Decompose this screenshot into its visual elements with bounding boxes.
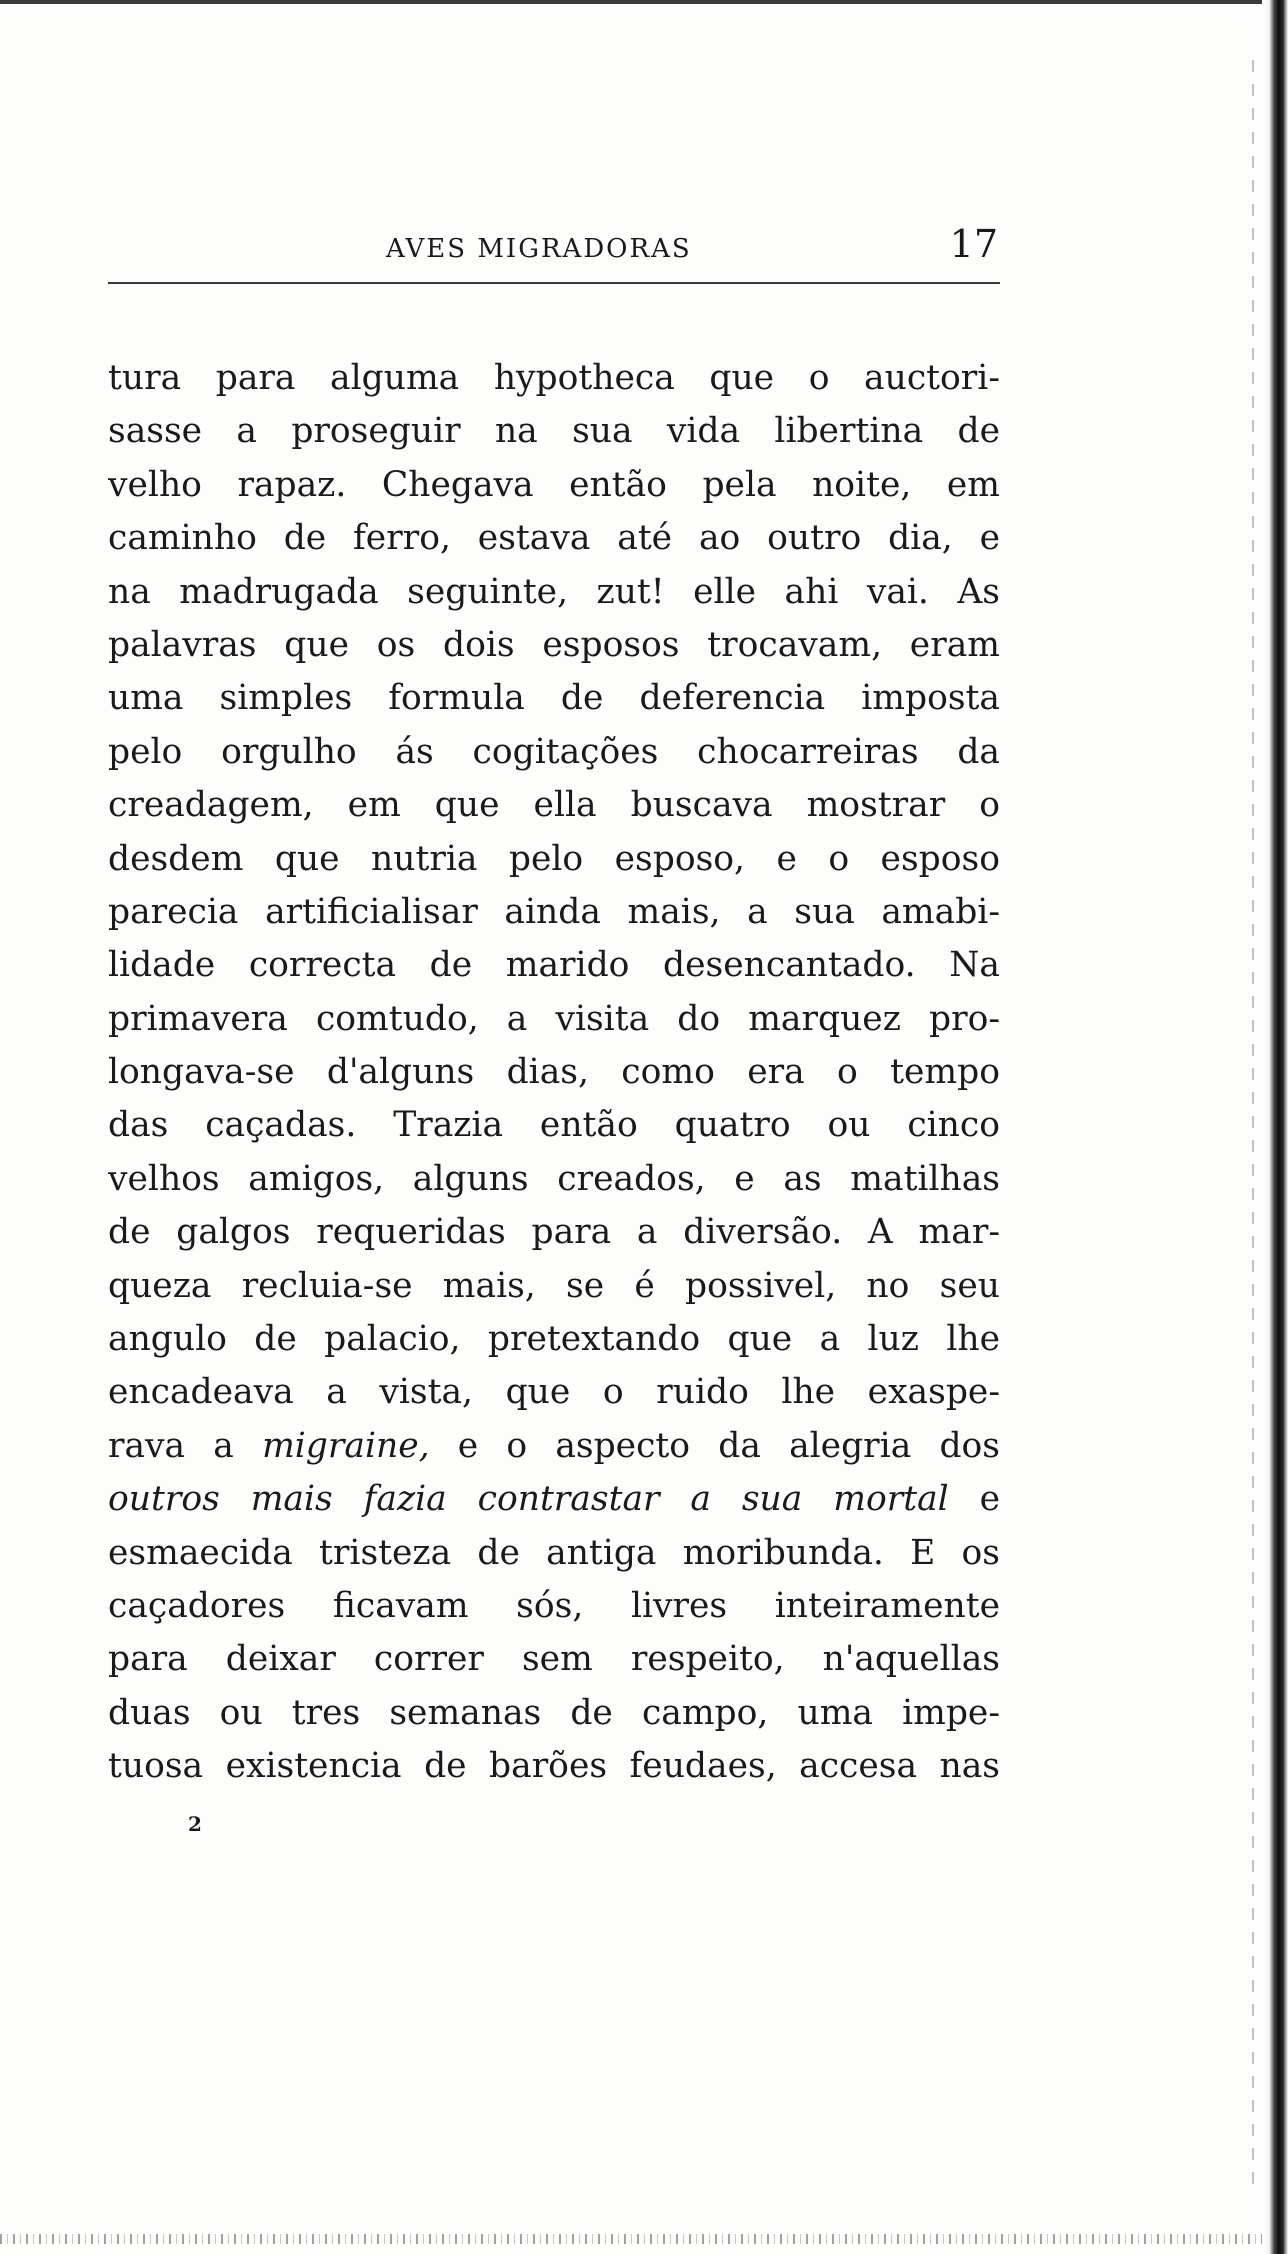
text-line: sasse a proseguir na sua vida libertina de — [108, 411, 1000, 452]
text-line: caminho de ferro, estava até ao outro dia, e — [108, 518, 1000, 559]
text-line: das caçadas. Trazia então quatro ou cinco — [108, 1105, 1000, 1146]
text-line: longava-se d'alguns dias, como era o tempo — [108, 1052, 1000, 1093]
text-line: queza recluia-se mais, se é possivel, no seu — [108, 1265, 1000, 1306]
line-segment: e — [948, 1479, 1000, 1520]
text-line: velho rapaz. Chegava então pela noite, em — [108, 464, 1000, 505]
line-segment: e o aspecto da alegria dos — [429, 1425, 1001, 1466]
page-binding-edge — [1262, 0, 1288, 2254]
italic-segment: migraine, — [262, 1425, 430, 1466]
page-number: 17 — [949, 222, 998, 266]
text-line: angulo de palacio, pretextando que a luz lhe — [108, 1319, 1000, 1360]
text-line: palavras que os dois esposos trocavam, eram — [108, 624, 1000, 665]
text-line: desdem que nutria pelo esposo, e o esposo — [108, 838, 1000, 879]
text-line: para deixar correr sem respeito, n'aquellas — [108, 1639, 1000, 1680]
text-line: parecia artificialisar ainda mais, a sua amabi- — [108, 891, 1000, 932]
body-text — [108, 352, 1000, 1794]
header-rule — [108, 282, 1000, 284]
text-line: de galgos requeridas para a diversão. A mar- — [108, 1212, 1000, 1253]
text-line: creadagem, em que ella buscava mostrar o — [108, 785, 1000, 826]
text-line: caçadores ficavam sós, livres inteiramente — [108, 1585, 1000, 1626]
text-line-mixed — [108, 1420, 1000, 1473]
text-line-mixed — [108, 1473, 1000, 1526]
italic-segment: outros mais fazia contrastar a sua mortal — [108, 1479, 949, 1520]
line-segment: rava a — [108, 1425, 263, 1466]
signature-mark: 2 — [188, 1812, 202, 1836]
text-line: tuosa existencia de barões feudaes, accesa nas — [108, 1746, 1000, 1787]
text-line: duas ou tres semanas de campo, uma impe- — [108, 1692, 1000, 1733]
running-title: AVES MIGRADORAS — [386, 234, 692, 264]
text-line: tura para alguma hypotheca que o auctori- — [108, 358, 1000, 398]
text-line: pelo orgulho ás cogitações chocarreiras da — [108, 731, 1000, 772]
text-line: velhos amigos, alguns creados, e as matilhas — [108, 1158, 1000, 1199]
top-edge-rule — [0, 0, 1262, 4]
text-line: encadeava a vista, que o ruido lhe exaspe- — [108, 1372, 1000, 1413]
bottom-scan-edge — [0, 2234, 1262, 2244]
text-line: esmaecida tristeza de antiga moribunda. E os — [108, 1532, 1000, 1573]
text-line: uma simples formula de deferencia imposta — [108, 678, 1000, 719]
page-edge-shadow — [1252, 60, 1254, 2190]
page-header — [108, 222, 1000, 274]
text-line: lidade correcta de marido desencantado. Na — [108, 945, 1000, 986]
text-line: primavera comtudo, a visita do marquez pro- — [108, 998, 1000, 1039]
text-line: na madrugada seguinte, zut! elle ahi vai. As — [108, 571, 1000, 612]
